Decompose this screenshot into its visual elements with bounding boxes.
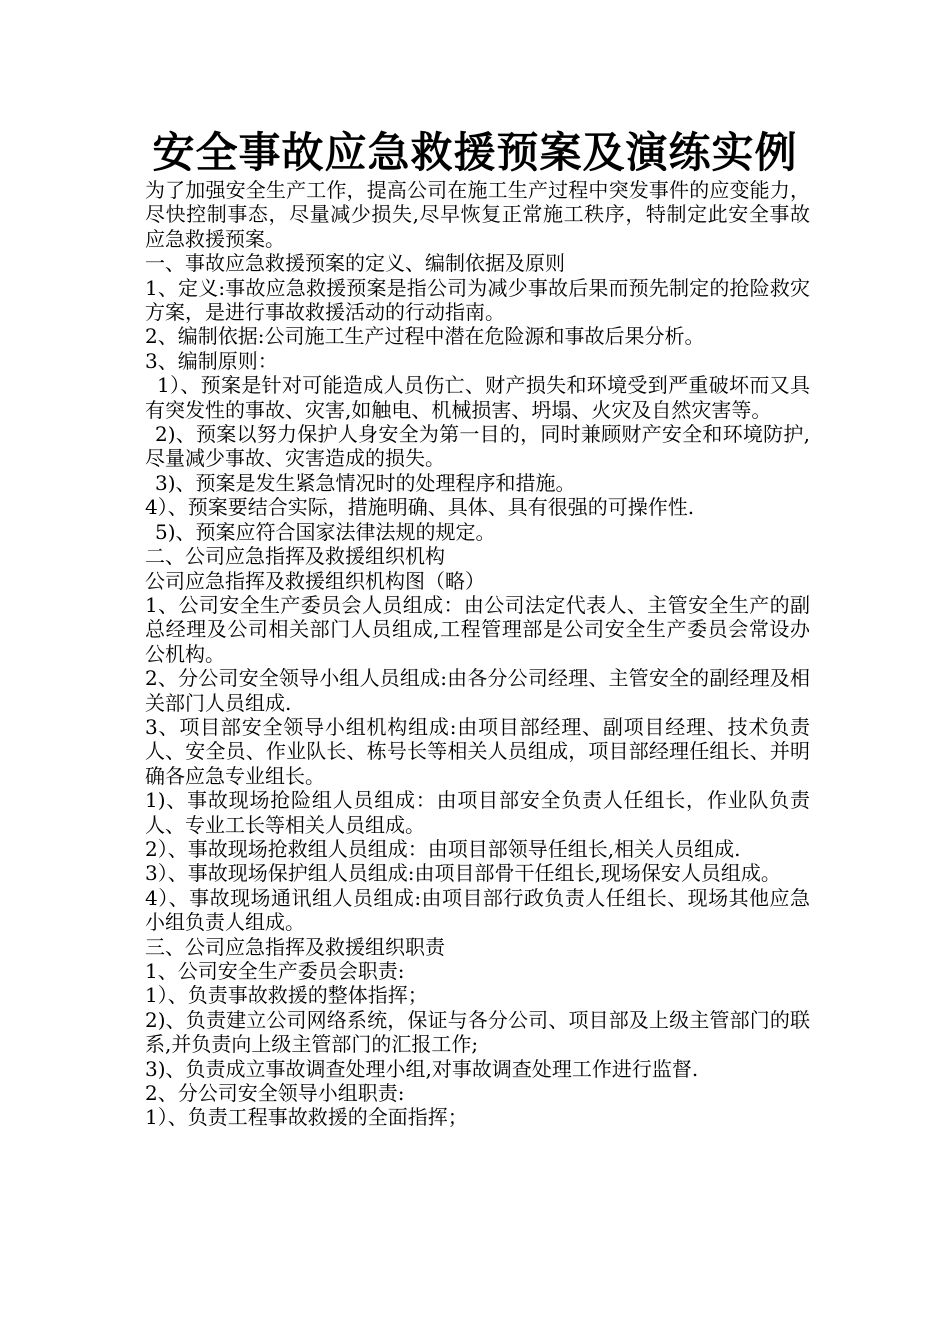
paragraph: 2、编制依据:公司施工生产过程中潜在危险源和事故后果分析。 <box>145 324 705 349</box>
list-item: 1）、负责工程事故救援的全面指挥； <box>145 1105 468 1130</box>
section-heading-1: 一、事故应急救援预案的定义、编制依据及原则 <box>145 251 565 276</box>
list-item: 1）、负责事故救援的整体指挥； <box>145 983 428 1008</box>
document-body <box>145 178 810 1130</box>
list-item: 4）、事故现场通讯组人员组成:由项目部行政负责人任组长、现场其他应急小组负责人组成。 <box>145 885 810 935</box>
list-item: 3)、负责成立事故调查处理小组,对事故调查处理工作进行监督. <box>145 1056 699 1081</box>
list-item: 2)、预案以努力保护人身安全为第一目的，同时兼顾财产安全和环境防护,尽量减少事故、灾害造成的损失。 <box>145 422 810 471</box>
list-item: 5)、预案应符合国家法律法规的规定。 <box>155 519 496 544</box>
list-item: 4）、预案要结合实际，措施明确、具体、具有很强的可操作性. <box>145 495 695 520</box>
list-item: 3）、事故现场保护组人员组成:由项目部骨干任组长,现场保安人员组成。 <box>145 861 781 886</box>
paragraph: 1、公司安全生产委员会人员组成：由公司法定代表人、主管安全生产的副总经理及公司相关部门人员组成,工程管理部是公司安全生产委员会常设办公机构。 <box>145 592 810 666</box>
paragraph: 3、编制原则： <box>145 348 278 373</box>
paragraph: 2、分公司安全领导小组人员组成:由各分公司经理、主管安全的副经理及相关部门人员组成. <box>145 666 810 715</box>
list-item: 3)、预案是发生紧急情况时的处理程序和措施。 <box>155 470 576 495</box>
paragraph: 1、公司安全生产委员会职责: <box>145 959 405 983</box>
section-heading-3: 三、公司应急指挥及救援组织职责 <box>145 934 445 959</box>
section-heading-2: 二、公司应急指挥及救援组织机构 <box>145 544 445 569</box>
list-item: 1)、事故现场抢险组人员组成：由项目部安全负责人任组长，作业队负责人、专业工长等相关人员组成。 <box>145 788 810 837</box>
paragraph: 1、定义:事故应急救援预案是指公司为减少事故后果而预先制定的抢险救灾方案，是进行事故救援活动的行动指南。 <box>145 275 810 325</box>
paragraph: 公司应急指挥及救援组织机构图（略） <box>145 568 485 593</box>
intro-paragraph: 为了加强安全生产工作，提高公司在施工生产过程中突发事件的应变能力，尽快控制事态，尽量减少损失,尽早恢复正常施工秩序，特制定此安全事故应急救援预案。 <box>145 178 810 251</box>
paragraph: 3、项目部安全领导小组机构组成:由项目部经理、副项目经理、技术负责人、安全员、作业队长、栋号长等相关人员组成，项目部经理任组长、并明确各应急专业组长。 <box>145 714 810 788</box>
list-item: 2)、负责建立公司网络系统，保证与各分公司、项目部及上级主管部门的联系,并负责向上级主管部门的汇报工作; <box>145 1007 810 1057</box>
paragraph: 2、分公司安全领导小组职责: <box>145 1081 405 1106</box>
document-title: 安全事故应急救援预案及演练实例 <box>152 128 798 177</box>
list-item: 2）、事故现场抢救组人员组成：由项目部领导任组长,相关人员组成. <box>145 836 741 861</box>
list-item: 1）、预案是针对可能造成人员伤亡、财产损失和环境受到严重破坏而又具有突发性的事故、灾害,如触电、机械损害、坍塌、火灾及自然灾害等。 <box>145 373 810 422</box>
